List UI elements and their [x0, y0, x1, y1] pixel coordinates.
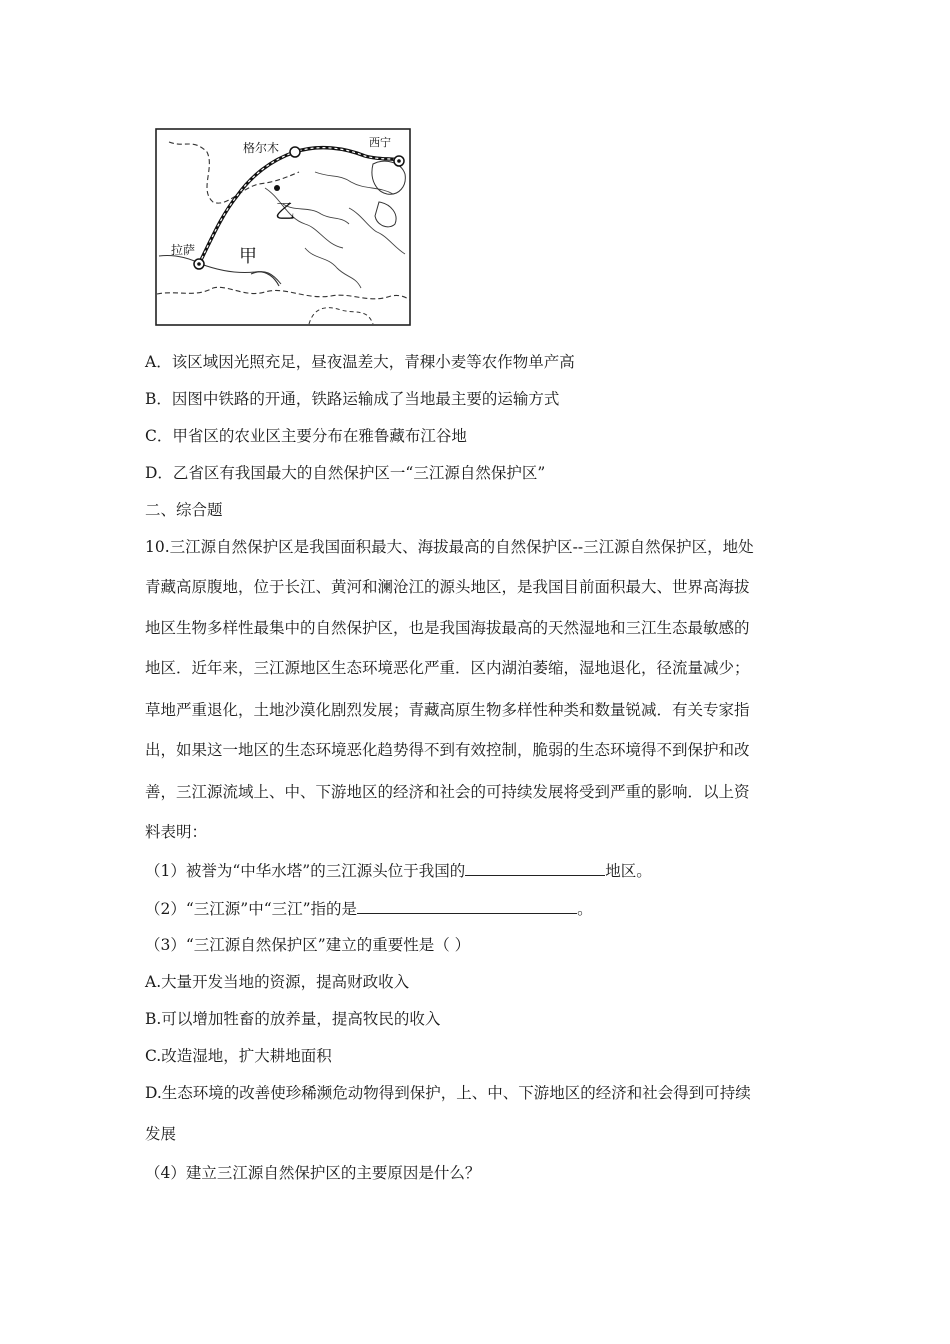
q10-sub1 [145, 860, 652, 881]
q9-option-c: C．甲省区的农业区主要分布在雅鲁藏布江谷地 [145, 427, 467, 445]
q10-sub2-text-after: 。 [577, 900, 593, 918]
q10-sub1-text: （1）被誉为“中华水塔”的三江源头位于我国的 [145, 862, 466, 880]
q10-sub3-option-a: A.大量开发当地的资源，提高财政收入 [145, 973, 410, 991]
q10-sub3-option-b: B.可以增加牲畜的放养量，提高牧民的收入 [145, 1010, 441, 1028]
q10-sub2 [145, 898, 593, 919]
q10-sub3-option-d: D.生态环境的改善使珍稀濒危动物得到保护，上、中、下游地区的经济和社会得到可持续 [145, 1084, 751, 1102]
q9-option-a: A．该区域因光照充足，昼夜温差大，青稞小麦等农作物单产高 [145, 353, 575, 371]
map-label-golmud: 格尔木 [243, 141, 280, 155]
map-label-yi: 乙 [275, 199, 295, 223]
q10-paragraph-line: 地区生物多样性最集中的自然保护区，也是我国海拔最高的天然湿地和三江生态最敏感的 [145, 619, 750, 637]
q10-sub4: （4）建立三江源自然保护区的主要原因是什么？ [145, 1164, 481, 1182]
q10-sub3-option-c: C.改造湿地，扩大耕地面积 [145, 1047, 332, 1065]
q10-paragraph-line: 料表明： [145, 823, 208, 841]
golmud-marker [290, 147, 300, 157]
map-label-lhasa: 拉萨 [171, 243, 196, 257]
qinghai-tibet-map [155, 128, 411, 326]
q10-paragraph-line: 出，如果这一地区的生态环境恶化趋势得不到有效控制，脆弱的生态环境得不到保护和改 [145, 741, 750, 759]
q10-sub1-answer-blank[interactable] [465, 860, 605, 876]
map-label-xining: 西宁 [369, 136, 391, 149]
section-title: 二、综合题 [145, 501, 223, 519]
q10-paragraph-line: 青藏高原腹地，位于长江、黄河和澜沧江的源头地区，是我国目前面积最大、世界高海拔 [145, 578, 750, 596]
q10-sub1-text-after: 地区。 [605, 862, 652, 880]
q10-paragraph-line: 10.三江源自然保护区是我国面积最大、海拔最高的自然保护区--三江源自然保护区，地处 [145, 538, 754, 556]
q10-sub3-option-d-cont: 发展 [145, 1125, 177, 1143]
q9-option-b: B．因图中铁路的开通，铁路运输成了当地最主要的运输方式 [145, 390, 560, 408]
q10-sub2-answer-blank[interactable] [357, 898, 577, 914]
q10-sub2-text: （2）“三江源”中“三江”指的是 [145, 900, 358, 918]
q10-sub3: （3）“三江源自然保护区”建立的重要性是（ ） [145, 936, 471, 954]
q10-paragraph-line: 善，三江源流域上、中、下游地区的经济和社会的可持续发展将受到严重的影响．以上资 [145, 783, 750, 801]
q10-paragraph-line: 地区．近年来，三江源地区生态环境恶化严重．区内湖泊萎缩，湿地退化，径流量减少； [145, 659, 750, 677]
q9-option-d: D．乙省区有我国最大的自然保护区一“三江源自然保护区” [145, 464, 546, 482]
q10-paragraph-line: 草地严重退化，土地沙漠化剧烈发展；青藏高原生物多样性种类和数量锐减．有关专家指 [145, 701, 750, 719]
map-label-jia: 甲 [239, 246, 257, 267]
